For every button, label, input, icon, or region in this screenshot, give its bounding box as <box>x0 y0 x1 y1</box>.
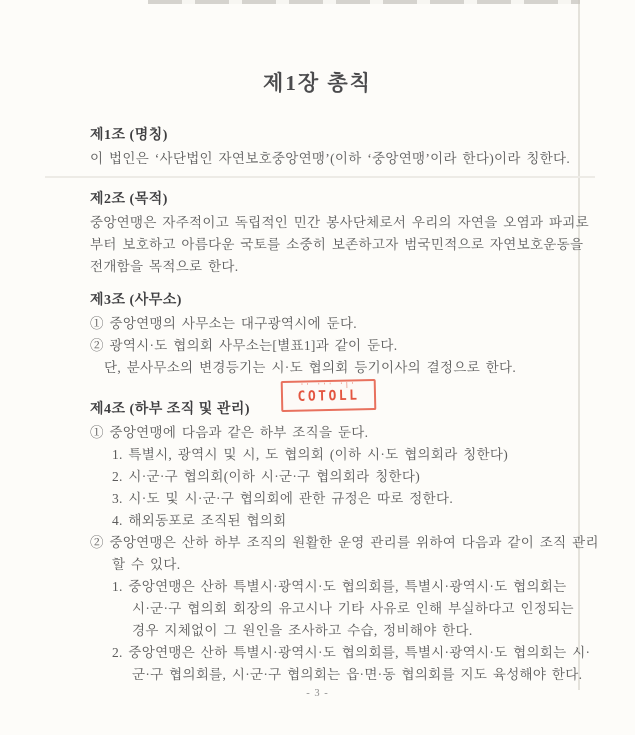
article-line: ② 광역시·도 협의회 사무소는[별표1]과 같이 둔다. <box>90 338 398 353</box>
article-line: ① 중앙연맹에 다음과 같은 하부 조직을 둔다. <box>90 425 369 440</box>
article-line: 이 법인은 ‘사단법인 자연보호중앙연맹’(이하 ‘중앙연맹’이라 한다)이라 칭한다. <box>90 151 571 166</box>
article-heading: 제3조 (사무소) <box>90 293 182 308</box>
article-line: ① 중앙연맹의 사무소는 대구광역시에 둔다. <box>90 316 357 331</box>
article-1 <box>90 126 571 170</box>
article-line: 4. 해외동포로 조직된 협의회 <box>112 513 287 528</box>
article-3 <box>90 291 545 379</box>
article-line: 단, 분사무소의 변경등기는 시·도 협의회 등기이사의 결정으로 한다. <box>104 360 517 375</box>
article-line: 2. 중앙연맹은 산하 특별시·광역시·도 협의회를, 특별시·광역시·도 협의회는 시· <box>112 645 591 660</box>
article-line: 경우 지체없이 그 원인을 조사하고 수습, 정비해야 한다. <box>132 623 473 638</box>
section-divider <box>45 176 595 178</box>
chapter-title: 제1장 총칙 <box>263 71 372 95</box>
article-line: 전개함을 목적으로 한다. <box>90 259 239 274</box>
article-line: 2. 시·군·구 협의회(이하 시·군·구 협의회라 칭한다) <box>112 469 421 484</box>
article-line: 1. 중앙연맹은 산하 특별시·광역시·도 협의회를, 특별시·광역시·도 협의회는 <box>112 579 567 594</box>
article-line: 군·구 협의회를, 시·군·구 협의회는 읍·면·동 협의회를 지도 육성해야 한다. <box>132 667 583 682</box>
page-number: - 3 - <box>306 688 329 699</box>
article-line: 3. 시·도 및 시·군·구 협의회에 관한 규정은 따로 정한다. <box>112 491 454 506</box>
article-line: 1. 특별시, 광역시 및 시, 도 협의회 (이하 시·도 협의회라 칭한다) <box>112 447 509 462</box>
article-heading: 제2조 (목적) <box>90 192 168 207</box>
article-line: 시·군·구 협의회 회장의 유고시나 기타 사유로 인해 부실하다고 인정되는 <box>132 601 574 616</box>
article-heading: 제1조 (명칭) <box>90 128 168 143</box>
article-line: 부터 보호하고 아름다운 국토를 소중히 보존하고자 범국민적으로 자연보호운동을 <box>90 237 584 252</box>
article-4 <box>90 400 599 686</box>
stamp-text: COTOLL <box>297 387 360 406</box>
article-line: 중앙연맹은 자주적이고 독립적인 민간 봉사단체로서 우리의 자연을 오염과 파괴로 <box>90 215 589 230</box>
stamp-small-marks: '' ''' '|' <box>300 381 357 390</box>
article-2 <box>90 190 589 278</box>
article-line: ② 중앙연맹은 산하 하부 조직의 원활한 운영 관리를 위하여 다음과 같이 조직 관리 <box>90 535 599 550</box>
article-line: 할 수 있다. <box>112 557 181 572</box>
article-heading: 제4조 (하부 조직 및 관리) <box>90 402 251 417</box>
red-stamp <box>281 379 377 412</box>
